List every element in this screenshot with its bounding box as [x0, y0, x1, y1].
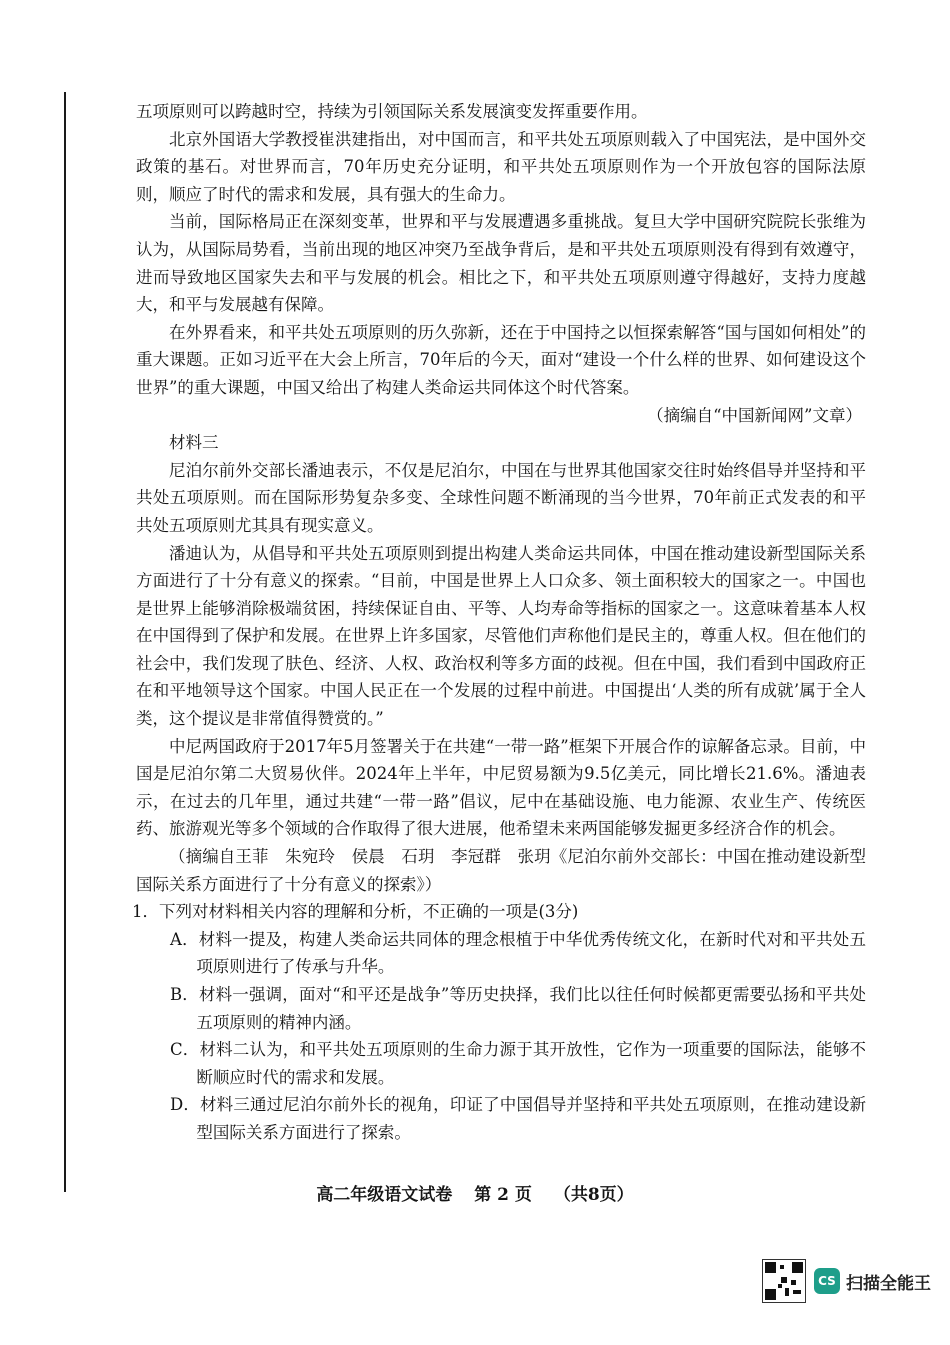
footer-total: （共8页）	[553, 1185, 634, 1205]
scanner-watermark	[762, 1253, 931, 1309]
cs-logo-icon: CS	[814, 1268, 840, 1294]
footer-page: 第 2 页	[474, 1185, 532, 1205]
paragraph: 尼泊尔前外交部长潘迪表示，不仅是尼泊尔，中国在与世界其他国家交往时始终倡导并坚持和平共处五项原则。而在国际形势复杂多变、全球性问题不断涌现的当今世界，70年前正式发表的和平共处五项原则尤其具有现实意义。	[136, 460, 866, 535]
answer-option-b: B．材料一强调，面对“和平还是战争”等历史抉择，我们比以往任何时候都更需要弘扬和平共处五项原则的精神内涵。	[170, 985, 866, 1032]
document-body	[132, 98, 866, 1147]
source-citation: （摘编自“中国新闻网”文章）	[647, 405, 862, 425]
binding-margin-line	[64, 92, 66, 1192]
answer-option-d: D．材料三通过尼泊尔前外长的视角，印证了中国倡导并坚持和平共处五项原则，在推动建设新型国际关系方面进行了探索。	[170, 1095, 866, 1142]
scanner-app-name: 扫描全能王	[846, 1273, 931, 1294]
material-heading: 材料三	[169, 433, 219, 453]
paragraph: 五项原则可以跨越时空，持续为引领国际关系发展演变发挥重要作用。	[136, 102, 648, 121]
answer-option-c: C．材料二认为，和平共处五项原则的生命力源于其开放性，它作为一项重要的国际法，能够不断顺应时代的需求和发展。	[170, 1040, 866, 1087]
paragraph: 当前，国际格局正在深刻变革，世界和平与发展遭遇多重挑战。复旦大学中国研究院院长张维为认为，从国际局势看，当前出现的地区冲突乃至战争背后，是和平共处五项原则没有得到有效遵守，进而导致地区国家失去和平与发展的机会。相比之下，和平共处五项原则遵守得越好，支持力度越大，和平与发展越有保障。	[136, 212, 866, 315]
paragraph: 中尼两国政府于2017年5月签署关于在共建“一带一路”框架下开展合作的谅解备忘录。目前，中国是尼泊尔第二大贸易伙伴。2024年上半年，中尼贸易额为9.5亿美元，同比增长21.6%。潘迪表示，在过去的几年里，通过共建“一带一路”倡议，尼中在基础设施、电力能源、农业生产、传统医药、旅游观光等多个领域的合作取得了很大进展，他希望未来两国能够发掘更多经济合作的机会。	[136, 736, 866, 839]
source-citation: （摘编自王菲 朱宛玲 侯晨 石玥 李冠群 张玥《尼泊尔前外交部长：中国在推动建设新型国际关系方面进行了十分有意义的探索》）	[136, 847, 866, 894]
paragraph: 北京外国语大学教授崔洪建指出，对中国而言，和平共处五项原则载入了中国宪法，是中国外交政策的基石。对世界而言，70年历史充分证明，和平共处五项原则作为一个开放包容的国际法原则，顺应了时代的需求和发展，具有强大的生命力。	[136, 129, 866, 204]
question-stem: 1．下列对材料相关内容的理解和分析，不正确的一项是(3分)	[132, 902, 579, 922]
paragraph: 在外界看来，和平共处五项原则的历久弥新，还在于中国持之以恒探索解答“国与国如何相处”的重大课题。正如习近平在大会上所言，70年后的今天，面对“建设一个什么样的世界、如何建设这个世界”的重大课题，中国又给出了构建人类命运共同体这个时代答案。	[136, 322, 866, 397]
paragraph: 潘迪认为，从倡导和平共处五项原则到提出构建人类命运共同体，中国在推动建设新型国际关系方面进行了十分有意义的探索。“目前，中国是世界上人口众多、领土面积较大的国家之一。中国也是世界上能够消除极端贫困，持续保证自由、平等、人均寿命等指标的国家之一。这意味着基本人权在中国得到了保护和发展。在世界上许多国家，尽管他们声称他们是民主的，尊重人权。但在他们的社会中，我们发现了肤色、经济、人权、政治权利等多方面的歧视。但在中国，我们看到中国政府正在和平地领导这个国家。中国人民正在一个发展的过程中前进。中国提出‘人类的所有成就’属于全人类，这个提议是非常值得赞赏的。”	[136, 543, 866, 729]
answer-option-a: A．材料一提及，构建人类命运共同体的理念根植于中华优秀传统文化，在新时代对和平共处五项原则进行了传承与升华。	[170, 929, 866, 977]
page-footer	[0, 1180, 950, 1205]
qr-code-icon	[762, 1259, 806, 1303]
footer-title: 高二年级语文试卷	[316, 1185, 453, 1205]
